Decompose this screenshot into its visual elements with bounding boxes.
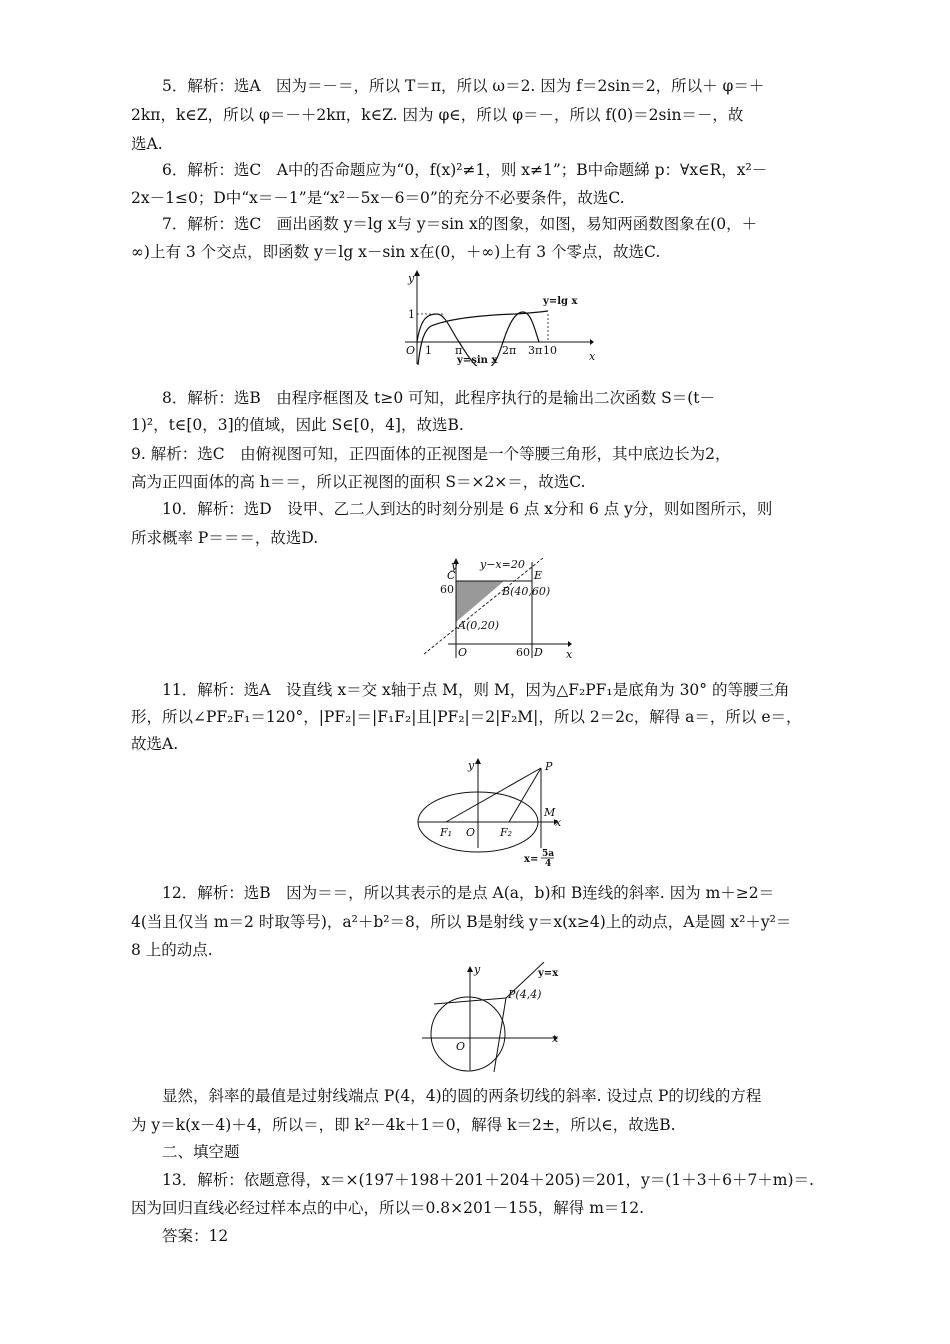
fig2-label-60y: 60	[440, 583, 454, 596]
fig4-y-label: y	[474, 963, 481, 976]
solution-6-line-1: 6．解析：选C A中的否命题应为“0，f(x)²≠1，则 x≠1”；B中命题綈 p：∀x∈R，x²－	[162, 161, 768, 179]
fig4-x-label: x	[552, 1032, 559, 1045]
solution-5-line-2: 2kπ，k∈Z，所以 φ＝－＋2kπ，k∈Z. 因为 φ∈，所以 φ＝－，所以 f(0)＝2sin＝－，故	[131, 106, 744, 124]
fig3-label-P: P	[545, 760, 553, 773]
fig1-tick-1: 1	[425, 344, 432, 357]
fig3-x-label: x	[555, 816, 562, 829]
fig3-label-den: 4	[545, 859, 552, 866]
fig4-label-P: P(4,4)	[508, 988, 542, 1001]
fig3-origin: O	[466, 826, 476, 839]
solution-12-line-2: 4(当且仅当 m＝2 时取等号)，a²＋b²＝8，所以 B是射线 y＝x(x≥4)上的动点，A是圆 x²＋y²＝	[131, 913, 792, 931]
fig3-y-label: y	[468, 759, 475, 772]
fig2-label-60x: 60	[516, 646, 530, 659]
fig1-tick-3pi: 3π	[528, 344, 543, 357]
figure-circle-tangents	[420, 962, 570, 1076]
fig3-label-xeq: x=	[524, 854, 539, 865]
fig3-label-F2: F₂	[500, 826, 513, 839]
solution-7-line-2: ∞)上有 3 个交点，即函数 y＝lg x－sin x在(0，＋∞)上有 3 个零点，故选C.	[131, 243, 661, 261]
fig1-tick-2pi: 2π	[502, 344, 517, 357]
solution-8-line-2: 1)²，t∈[0，3]的值域，因此 S∈[0，4]，故选B.	[131, 416, 464, 434]
solution-11-line-3: 故选A.	[131, 735, 179, 753]
fig1-tick-10: 10	[543, 344, 557, 357]
figure-meeting-region	[418, 558, 578, 666]
solution-12-line-5: 为 y＝k(x－4)＋4，所以＝，即 k²－4k＋1＝0，解得 k＝2±，所以∈，故选B.	[131, 1116, 676, 1134]
solution-12-line-4: 显然，斜率的最值是过射线端点 P(4，4)的圆的两条切线的斜率. 设过点 P的切线的方程	[162, 1087, 762, 1105]
solution-5-line-1: 5．解析：选A 因为＝－＝，所以 T＝π，所以 ω＝2. 因为 f＝2sin＝2，所以＋ φ＝＋	[162, 77, 765, 95]
solution-13-line-1: 13．解析：依题意得，x＝×(197＋198＋201＋204＋205)＝201，y＝(1＋3＋6＋7＋m)＝.	[162, 1171, 814, 1189]
figure-lg-sin	[395, 268, 595, 370]
answer-13: 答案：12	[162, 1227, 229, 1245]
fig1-lg-label: y=lg x	[543, 296, 578, 307]
fig3-label-F1: F₁	[440, 826, 453, 839]
fig2-line-label: y−x=20	[480, 558, 525, 571]
fig4-ray-label: y=x	[538, 968, 559, 979]
fig1-x-label: x	[589, 350, 595, 363]
fig1-ytick-1: 1	[408, 308, 415, 321]
solution-11-line-1: 11．解析：选A 设直线 x＝交 x轴于点 M，则 M，因为△F₂PF₁是底角为 30° 的等腰三角	[162, 681, 790, 699]
fig2-label-A: A(0,20)	[458, 619, 500, 632]
solution-8-line-1: 8．解析：选B 由程序框图及 t≥0 可知，此程序执行的是输出二次函数 S＝(t－	[162, 389, 716, 407]
solution-12-line-3: 8 上的动点.	[131, 941, 213, 959]
fig3-label-M: M	[544, 806, 556, 819]
fig2-label-B: B(40,60)	[502, 585, 551, 598]
solution-13-line-2: 因为回归直线必经过样本点的中心，所以＝0.8×201－155，解得 m＝12.	[131, 1199, 645, 1217]
fig3-label-num: 5a	[542, 849, 555, 859]
fig2-label-E: E	[534, 569, 543, 582]
solution-10-line-1: 10．解析：选D 设甲、乙二人到达的时刻分别是 6 点 x分和 6 点 y分，则如图所示，则	[162, 500, 773, 518]
fig2-y-label: y	[451, 559, 458, 572]
fig2-origin: O	[458, 646, 468, 659]
solution-7-line-1: 7．解析：选C 画出函数 y＝lg x与 y＝sin x的图象，如图，易知两函数图象在(0，＋	[162, 215, 758, 233]
solution-10-line-2: 所求概率 P＝＝＝，故选D.	[131, 529, 319, 547]
fig1-tick-pi: π	[455, 344, 463, 357]
fig1-y-label: y	[408, 272, 415, 285]
solution-11-line-2: 形，所以∠PF₂F₁＝120°，|PF₂|＝|F₁F₂|且|PF₂|＝2|F₂M|，所以 2＝2c，解得 a＝，所以 e＝，	[131, 708, 802, 726]
fig2-x-label: x	[566, 648, 573, 661]
fig1-origin: O	[406, 344, 416, 357]
fig1-sin-label: y=sin x	[457, 355, 498, 366]
solution-6-line-2: 2x－1≤0；D中“x＝－1”是“x²－5x－6＝0”的充分不必要条件，故选C.	[131, 189, 625, 207]
fig4-origin: O	[456, 1040, 466, 1053]
section-heading-fill-blank: 二、填空题	[162, 1143, 240, 1161]
solution-12-line-1: 12．解析：选B 因为＝＝，所以其表示的是点 A(a，b)和 B连线的斜率. 因为 m＋≥2＝	[162, 884, 775, 902]
solution-9-line-2: 高为正四面体的高 h＝＝，所以正视图的面积 S＝×2×＝，故选C.	[131, 473, 586, 491]
solution-9-line-1: 9. 解析：选C 由俯视图可知，正四面体的正视图是一个等腰三角形，其中底边长为2，	[131, 445, 731, 463]
fig2-label-D: D	[534, 646, 543, 659]
figure-ellipse	[416, 758, 566, 870]
solution-5-line-3: 选A.	[131, 135, 163, 153]
fig2-label-C: C	[447, 569, 456, 582]
